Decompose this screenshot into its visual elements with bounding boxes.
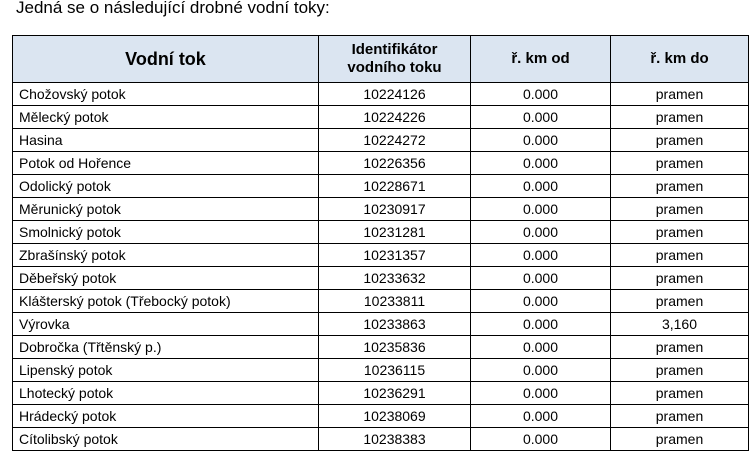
- cell-stream-name: Potok od Hořence: [13, 152, 319, 175]
- cell-stream-id: 10236291: [319, 382, 471, 405]
- header-km-do: ř. km do: [611, 36, 749, 83]
- cell-km-from: 0.000: [471, 175, 611, 198]
- table-row: [13, 290, 749, 313]
- cell-stream-name: Klášterský potok (Třebocký potok): [13, 290, 319, 313]
- cell-km-to: pramen: [611, 244, 749, 267]
- table-row: [13, 359, 749, 382]
- cell-stream-name: Měrunický potok: [13, 198, 319, 221]
- cell-km-to: pramen: [611, 405, 749, 428]
- cell-stream-id: 10226356: [319, 152, 471, 175]
- table-header-row: [13, 36, 749, 83]
- table-row: [13, 336, 749, 359]
- cell-stream-id: 10224126: [319, 83, 471, 106]
- cell-km-from: 0.000: [471, 405, 611, 428]
- cell-km-to: pramen: [611, 267, 749, 290]
- cell-km-from: 0.000: [471, 336, 611, 359]
- header-identifikator: [319, 36, 471, 83]
- table-row: [13, 198, 749, 221]
- cell-stream-name: Mělecký potok: [13, 106, 319, 129]
- table-row: [13, 405, 749, 428]
- table-row: [13, 382, 749, 405]
- table-row: [13, 221, 749, 244]
- header-km-od: ř. km od: [471, 36, 611, 83]
- table-body: [13, 83, 749, 451]
- cell-stream-name: Lipenský potok: [13, 359, 319, 382]
- cell-stream-id: 10238383: [319, 428, 471, 451]
- table-row: [13, 152, 749, 175]
- header-vodni-tok: Vodní tok: [13, 36, 319, 83]
- cell-km-to: pramen: [611, 336, 749, 359]
- table-row: [13, 175, 749, 198]
- cell-km-to: pramen: [611, 129, 749, 152]
- cell-stream-name: Hasina: [13, 129, 319, 152]
- cell-stream-id: 10224272: [319, 129, 471, 152]
- cell-stream-name: Lhotecký potok: [13, 382, 319, 405]
- cell-km-from: 0.000: [471, 152, 611, 175]
- cell-km-to: pramen: [611, 152, 749, 175]
- cell-stream-name: Zbrašínský potok: [13, 244, 319, 267]
- cell-stream-name: Děbeřský potok: [13, 267, 319, 290]
- intro-text: Jedná se o následující drobné vodní toky:: [16, 0, 330, 17]
- cell-stream-id: 10233811: [319, 290, 471, 313]
- cell-km-from: 0.000: [471, 221, 611, 244]
- cell-km-to: pramen: [611, 83, 749, 106]
- header-identifikator-line1: Identifikátor: [351, 41, 438, 58]
- cell-stream-name: Odolický potok: [13, 175, 319, 198]
- cell-km-to: pramen: [611, 359, 749, 382]
- cell-km-to: pramen: [611, 198, 749, 221]
- cell-km-to: 3,160: [611, 313, 749, 336]
- cell-km-to: pramen: [611, 175, 749, 198]
- cell-stream-name: Výrovka: [13, 313, 319, 336]
- cell-km-to: pramen: [611, 428, 749, 451]
- cell-km-to: pramen: [611, 221, 749, 244]
- cell-stream-name: Hrádecký potok: [13, 405, 319, 428]
- cell-km-from: 0.000: [471, 267, 611, 290]
- cell-stream-id: 10236115: [319, 359, 471, 382]
- cell-km-from: 0.000: [471, 313, 611, 336]
- cell-km-from: 0.000: [471, 428, 611, 451]
- table-row: [13, 244, 749, 267]
- cell-stream-name: Dobročka (Třtěnský p.): [13, 336, 319, 359]
- cell-km-from: 0.000: [471, 244, 611, 267]
- cell-stream-id: 10231281: [319, 221, 471, 244]
- cell-km-to: pramen: [611, 290, 749, 313]
- cell-km-from: 0.000: [471, 198, 611, 221]
- cell-km-from: 0.000: [471, 129, 611, 152]
- table-row: [13, 106, 749, 129]
- cell-stream-name: Smolnický potok: [13, 221, 319, 244]
- cell-km-from: 0.000: [471, 290, 611, 313]
- header-identifikator-line2: vodního toku: [347, 59, 442, 76]
- cell-stream-id: 10235836: [319, 336, 471, 359]
- cell-stream-id: 10231357: [319, 244, 471, 267]
- cell-stream-id: 10238069: [319, 405, 471, 428]
- table-row: [13, 428, 749, 451]
- cell-stream-name: Chožovský potok: [13, 83, 319, 106]
- streams-table: [12, 35, 749, 451]
- cell-stream-id: 10230917: [319, 198, 471, 221]
- cell-stream-id: 10228671: [319, 175, 471, 198]
- cell-stream-id: 10224226: [319, 106, 471, 129]
- table-row: [13, 83, 749, 106]
- cell-km-to: pramen: [611, 106, 749, 129]
- cell-km-from: 0.000: [471, 83, 611, 106]
- table-row: [13, 313, 749, 336]
- cell-km-from: 0.000: [471, 359, 611, 382]
- table-row: [13, 267, 749, 290]
- cell-stream-name: Cítolibský potok: [13, 428, 319, 451]
- cell-stream-id: 10233863: [319, 313, 471, 336]
- cell-km-to: pramen: [611, 382, 749, 405]
- cell-stream-id: 10233632: [319, 267, 471, 290]
- table-row: [13, 129, 749, 152]
- cell-km-from: 0.000: [471, 382, 611, 405]
- cell-km-from: 0.000: [471, 106, 611, 129]
